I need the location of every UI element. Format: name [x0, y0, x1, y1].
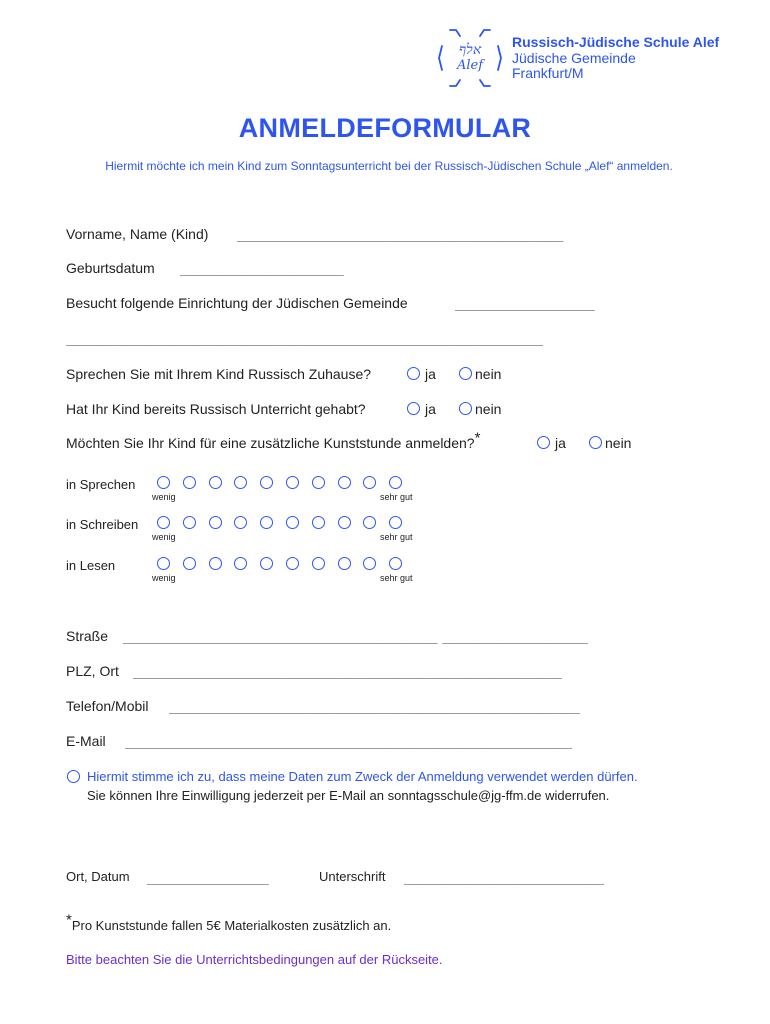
q1-yes-radio[interactable] [407, 367, 420, 380]
intro-text: Hiermit möchte ich mein Kind zum Sonntagsunterricht bei der Russisch-Jüdischen Schule „Alef“ anmelden. [105, 159, 673, 173]
institution-field[interactable]: _______________________ [455, 297, 594, 311]
org-name: Russisch-Jüdische Schule Alef [512, 34, 720, 50]
q1-no-radio[interactable] [459, 367, 472, 380]
rating-writing-radio-4[interactable] [234, 516, 247, 529]
zip-label: PLZ, Ort [66, 663, 119, 679]
org-line3: Frankfurt/M [512, 65, 584, 81]
rating-writing-radio-6[interactable] [286, 516, 299, 529]
q2-yes-radio[interactable] [407, 402, 420, 415]
rating-reading-radio-6[interactable] [286, 557, 299, 570]
rating-speaking-radio-2[interactable] [183, 476, 196, 489]
scale-writing-label: in Schreiben [66, 517, 139, 532]
q3-yes-radio[interactable] [537, 436, 550, 449]
scale-writing-high: sehr gut [380, 532, 413, 542]
rating-writing-radio-7[interactable] [312, 516, 325, 529]
rating-speaking-radio-8[interactable] [338, 476, 351, 489]
consent-revoke-text: Sie können Ihre Einwilligung jederzeit per E-Mail an sonntagsschule@jg-ffm.de widerrufen. [87, 788, 610, 803]
q2-yes-label: ja [425, 401, 436, 417]
place-date-field[interactable]: ____________________ [147, 871, 268, 885]
birth-field[interactable]: ___________________________ [180, 262, 343, 276]
footnote [66, 911, 392, 933]
page-title: ANMELDEFORMULAR [238, 113, 532, 143]
rating-speaking-radio-1[interactable] [157, 476, 170, 489]
email-label: E-Mail [66, 733, 106, 749]
question-russian-home: Sprechen Sie mit Ihrem Kind Russisch Zuhause? [66, 366, 372, 382]
rating-reading-radio-7[interactable] [312, 557, 325, 570]
rating-reading-radio-9[interactable] [363, 557, 376, 570]
scale-reading-high: sehr gut [380, 573, 413, 583]
backside-notice: Bitte beachten Sie die Unterrichtsbedingungen auf der Rückseite. [66, 952, 443, 967]
street-field[interactable]: ____________________________________________________ ________________________ [123, 630, 587, 644]
logo-text: Alef [456, 58, 484, 73]
rating-reading-radio-3[interactable] [209, 557, 222, 570]
street-label: Straße [66, 628, 109, 644]
footnote-marker: * [474, 429, 481, 447]
rating-reading-radio-4[interactable] [234, 557, 247, 570]
rating-speaking-radio-9[interactable] [363, 476, 376, 489]
logo-hebrew: אלף [458, 42, 482, 58]
rating-speaking-radio-3[interactable] [209, 476, 222, 489]
zip-field[interactable]: _______________________________________________________________________ [133, 665, 561, 679]
phone-label: Telefon/Mobil [66, 698, 149, 714]
rating-speaking-radio-10[interactable] [389, 476, 402, 489]
q2-no-radio[interactable] [459, 402, 472, 415]
scale-speaking-low: wenig [152, 492, 176, 502]
rating-reading-radio-8[interactable] [338, 557, 351, 570]
question-russian-lessons: Hat Ihr Kind bereits Russisch Unterricht gehabt? [66, 401, 366, 417]
scale-speaking-high: sehr gut [380, 492, 413, 502]
email-field[interactable]: __________________________________________________________________________ [125, 735, 571, 749]
rating-writing-radio-5[interactable] [260, 516, 273, 529]
footnote-text: Pro Kunststunde fallen 5€ Materialkosten zusätzlich an. [71, 918, 392, 933]
scale-reading-label: in Lesen [66, 558, 116, 573]
place-date-label: Ort, Datum [66, 869, 130, 884]
footnote-star: * [66, 911, 72, 929]
scale-reading-low: wenig [152, 573, 176, 583]
consent-radio[interactable] [67, 770, 80, 783]
q2-no-label: nein [475, 401, 502, 417]
question-art-lesson [66, 429, 481, 451]
q3-yes-label: ja [555, 435, 566, 451]
scale-writing-low: wenig [152, 532, 176, 542]
rating-speaking-radio-6[interactable] [286, 476, 299, 489]
q3-no-radio[interactable] [589, 436, 602, 449]
org-line2: Jüdische Gemeinde [512, 50, 636, 66]
institution-label: Besucht folgende Einrichtung der Jüdischen Gemeinde [66, 295, 408, 311]
question-art-lesson-text: Möchten Sie Ihr Kind für eine zusätzliche Kunststunde anmelden? [66, 435, 475, 451]
rating-reading-radio-2[interactable] [183, 557, 196, 570]
signature-field[interactable]: _________________________________ [404, 871, 603, 885]
rating-speaking-radio-7[interactable] [312, 476, 325, 489]
institution-field-2[interactable]: _______________________________________________________________________________ [66, 332, 542, 346]
rating-writing-radio-3[interactable] [209, 516, 222, 529]
rating-writing-radio-2[interactable] [183, 516, 196, 529]
birth-label: Geburtsdatum [66, 260, 155, 276]
name-label: Vorname, Name (Kind) [66, 226, 209, 242]
q1-no-label: nein [475, 366, 502, 382]
rating-reading-radio-5[interactable] [260, 557, 273, 570]
rating-writing-radio-1[interactable] [157, 516, 170, 529]
phone-field[interactable]: ____________________________________________________________________ [169, 700, 579, 714]
rating-reading-radio-1[interactable] [157, 557, 170, 570]
consent-text: Hiermit stimme ich zu, dass meine Daten zum Zweck der Anmeldung verwendet werden dürfen. [87, 769, 638, 784]
q3-no-label: nein [605, 435, 632, 451]
rating-speaking-radio-5[interactable] [260, 476, 273, 489]
scale-speaking-label: in Sprechen [66, 477, 136, 492]
rating-writing-radio-8[interactable] [338, 516, 351, 529]
rating-writing-radio-9[interactable] [363, 516, 376, 529]
rating-reading-radio-10[interactable] [389, 557, 402, 570]
school-logo [437, 26, 503, 90]
rating-writing-radio-10[interactable] [389, 516, 402, 529]
rating-speaking-radio-4[interactable] [234, 476, 247, 489]
signature-label: Unterschrift [319, 869, 386, 884]
name-field[interactable]: ______________________________________________________ [237, 228, 563, 242]
q1-yes-label: ja [425, 366, 436, 382]
